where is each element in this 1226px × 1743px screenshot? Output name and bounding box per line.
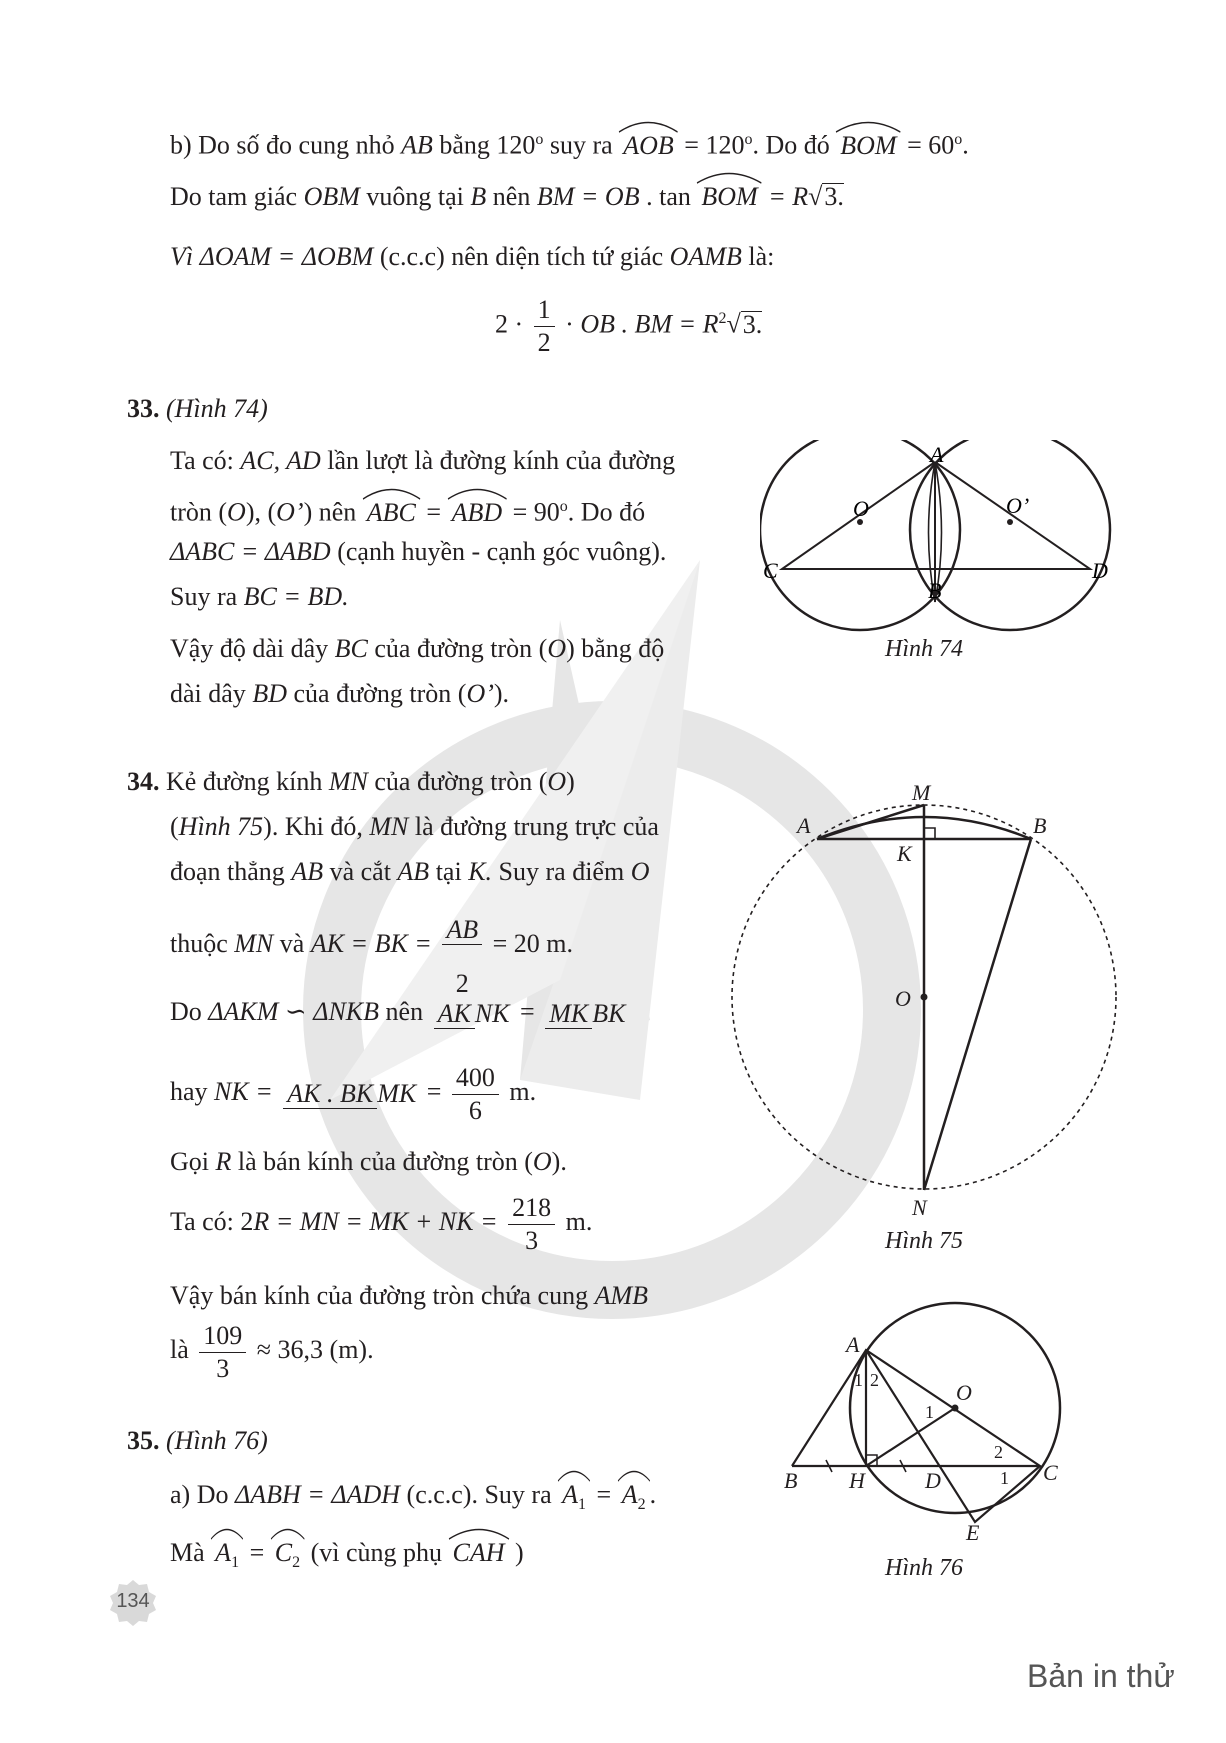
figure-76 xyxy=(780,1300,1080,1540)
p33-line-4: Suy ra BC = BD. xyxy=(170,582,349,611)
angle-aob: AOB xyxy=(619,129,678,163)
p34-line-4: thuộc MN và AK = BK = $\frac{AB}{2}$ = 20 m. xyxy=(170,915,574,998)
fig76-label-e: E xyxy=(966,1520,980,1540)
fig75-label-k: K xyxy=(897,841,912,866)
p34-line-2: (Hình 75). Khi đó, MN là đường trung trực của xyxy=(170,812,659,841)
p34-line-6: hay NK = AK . BK MK = $\frac{400}{6}$ m. xyxy=(170,1062,537,1125)
fig75-caption: Hình 75 xyxy=(885,1228,963,1254)
p34-line-8: Ta có: 2R = MN = MK + NK = $\frac{218}{3}$ m. xyxy=(170,1192,593,1255)
p35-line-1: a) Do ΔABH = ΔADH (c.c.c). Suy ra $A_1$ = $A_2$ . xyxy=(170,1478,656,1522)
fig76-label-c: C xyxy=(1043,1460,1058,1485)
angle-abc: ABC xyxy=(363,496,420,530)
p33-line-6: dài dây BD của đường tròn (O’). xyxy=(170,679,510,708)
angle-a2: $A_2$ xyxy=(618,1478,650,1522)
fig74-label-o: O xyxy=(853,496,869,521)
angle-bom: BOM xyxy=(836,129,900,163)
angle-c2: $C_2$ xyxy=(271,1536,304,1580)
part-b-formula: 2 · $\frac{1}{2}$ · OB . BM = $R^2√3$. xyxy=(495,295,763,358)
p34-line-1: 34. Kẻ đường kính MN của đường tròn (O) xyxy=(127,767,575,796)
fig76-label-b: B xyxy=(784,1468,798,1493)
p34-line-10: là $\frac{109}{3}$ ≈ 36,3 (m). xyxy=(170,1320,374,1383)
fig76-angle-1: 1 xyxy=(854,1370,863,1390)
p34-line-3: đoạn thẳng AB và cắt AB tại K. Suy ra điểm O xyxy=(170,857,650,886)
fig74-label-b: B xyxy=(928,578,942,603)
fig76-label-d: D xyxy=(925,1468,941,1493)
p33-line-1: Ta có: AC, AD lần lượt là đường kính của đường xyxy=(170,446,676,475)
p33-heading: 33. (Hình 74) xyxy=(127,394,268,423)
p34-line-5: Do ΔAKM ∽ ΔNKB nên AK NK = MK BK xyxy=(170,997,626,1029)
part-b-line-3: Vì ΔOAM = ΔOBM (c.c.c) nên diện tích tứ giác OAMB là: xyxy=(170,242,775,271)
fig74-label-o2: O’ xyxy=(1006,493,1030,518)
p35-line-2: Mà $A_1$ = $C_2$ (vì cùng phụ CAH ) xyxy=(170,1536,524,1580)
fig76-angle-2: 2 xyxy=(870,1370,879,1390)
proof-label: Bản in thử xyxy=(1027,1658,1175,1694)
p33-line-3: ΔABC = ΔABD (cạnh huyền - cạnh góc vuông). xyxy=(170,537,667,566)
angle-a1b: $A_1$ xyxy=(211,1536,243,1580)
angle-bom-2: BOM xyxy=(697,180,761,214)
fig76-caption: Hình 76 xyxy=(885,1555,963,1581)
angle-abd: ABD xyxy=(448,496,507,530)
fig74-label-d: D xyxy=(1092,558,1108,583)
p34-line-9: Vậy bán kính của đường tròn chứa cung AMB xyxy=(170,1281,649,1310)
fig74-label-a: A xyxy=(930,442,944,467)
p35-heading: 35. (Hình 76) xyxy=(127,1426,268,1455)
fig76-angle-o1: 1 xyxy=(925,1402,934,1422)
figure-75 xyxy=(720,770,1220,1240)
fig75-label-b: B xyxy=(1033,813,1047,838)
p34-line-7: Gọi R là bán kính của đường tròn (O). xyxy=(170,1147,567,1176)
fig76-angle-c1: 1 xyxy=(1000,1468,1009,1488)
angle-cah: CAH xyxy=(449,1536,509,1570)
fig74-caption: Hình 74 xyxy=(885,636,963,662)
figure-74 xyxy=(760,440,1120,640)
fig75-label-m: M xyxy=(912,780,931,805)
fig75-label-o: O xyxy=(895,986,911,1011)
p33-line-2: tròn (O), (O’) nên ABC = ABD = $90^o$. Do đó xyxy=(170,490,645,530)
fig76-angle-c2: 2 xyxy=(994,1442,1003,1462)
angle-a1: $A_1$ xyxy=(558,1478,590,1522)
fig76-label-h: H xyxy=(849,1468,865,1493)
fig76-label-a: A xyxy=(846,1332,860,1357)
fig74-label-c: C xyxy=(763,558,778,583)
fig75-label-n: N xyxy=(912,1195,927,1220)
page-number: 134 xyxy=(116,1590,150,1612)
fig76-label-o: O xyxy=(956,1380,972,1405)
part-b-line-1: b) Do số đo cung nhỏ AB bằng 120$^o$ suy ra AOB = $120^o$. Do đó BOM = $60^o$. xyxy=(170,123,969,163)
p33-line-5: Vậy độ dài dây BC của đường tròn (O) bằng độ xyxy=(170,634,665,663)
fig75-label-a: A xyxy=(797,813,811,838)
part-b-line-2: Do tam giác OBM vuông tại B nên BM = OB . tan BOM = R√3. xyxy=(170,180,844,214)
